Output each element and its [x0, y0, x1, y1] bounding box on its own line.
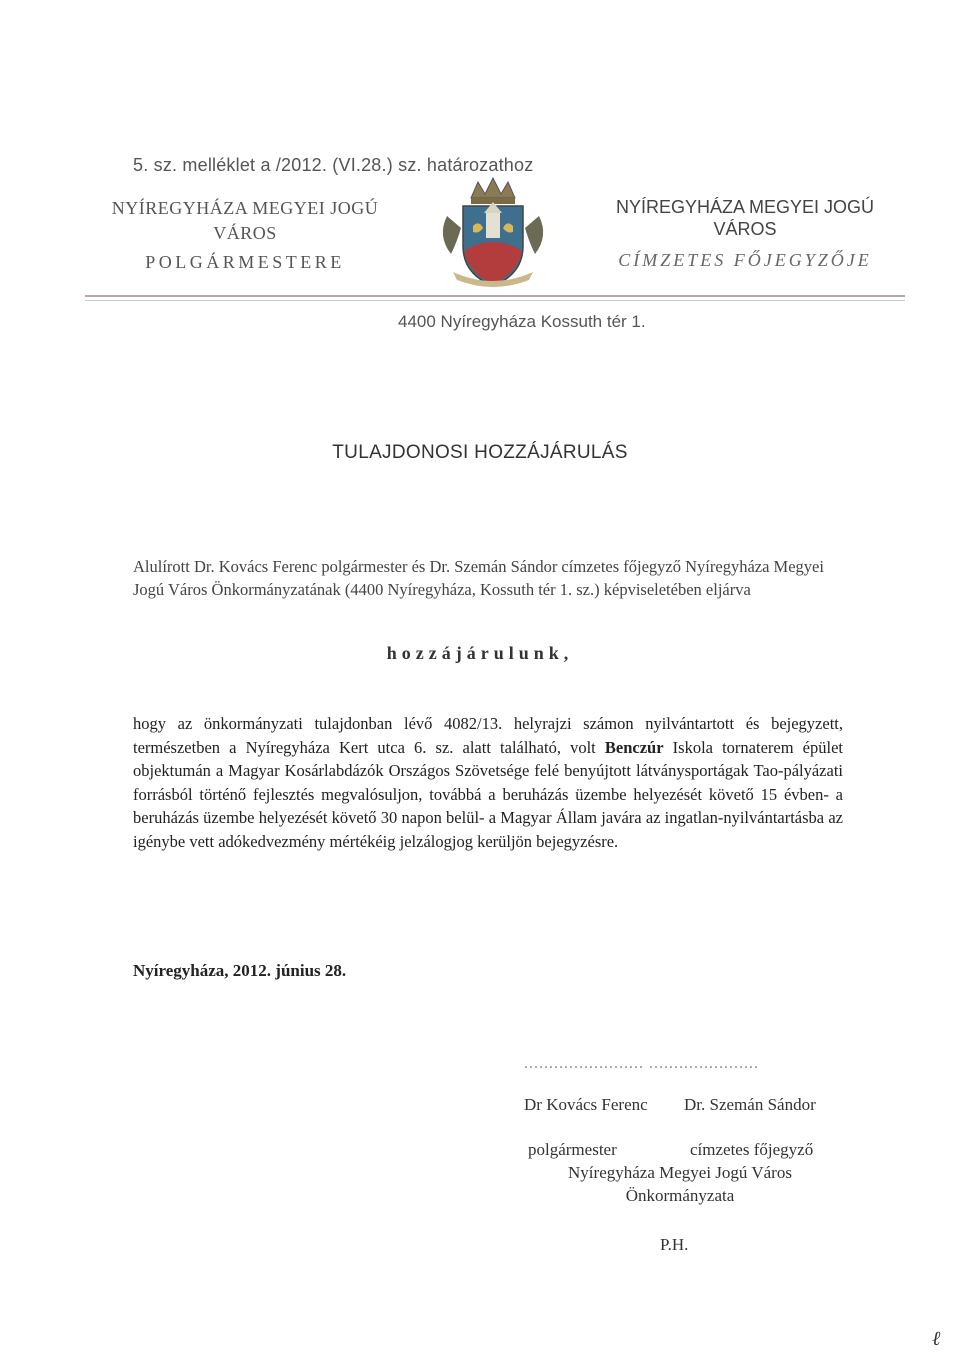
annex-reference: 5. sz. melléklet a /2012. (VI.28.) sz. határozathoz: [133, 155, 534, 175]
header-divider: [85, 295, 905, 297]
body-text-bold: Benczúr: [604, 737, 664, 757]
header-right-block: [580, 196, 910, 271]
signatory-name-2: Dr. Szemán Sándor: [684, 1095, 816, 1114]
body-text-part1: hogy az önkormányzati tulajdonban lévő 4082/13. helyrajzi számon nyilvántartott és bejegyzett, természetben a Nyíregyháza Kert utca 6. sz. alatt található, volt: [133, 714, 843, 757]
header-left-line3: POLGÁRMESTERE: [145, 252, 345, 272]
header-right-line2: VÁROS: [713, 219, 777, 239]
header-left-line1: NYÍREGYHÁZA MEGYEI JOGÚ: [111, 198, 379, 218]
place-date: Nyíregyháza, 2012. június 28.: [133, 961, 347, 980]
document-title: TULAJDONOSI HOZZÁJÁRULÁS: [332, 442, 628, 463]
header-right-line1: NYÍREGYHÁZA MEGYEI JOGÚ: [615, 197, 875, 217]
header-right-line3: CÍMZETES FŐJEGYZŐJE: [618, 250, 872, 270]
signatory-title-2: címzetes főjegyző: [690, 1140, 814, 1159]
city-coat-of-arms-icon: [433, 176, 553, 291]
signatory-title-1: polgármester: [528, 1140, 617, 1159]
signature-line: ........................ ......................: [524, 1055, 759, 1072]
body-paragraph: [133, 712, 843, 853]
signatory-organization-line1: Nyíregyháza Megyei Jogú Város: [568, 1163, 792, 1182]
body-text-part2: Iskola tornaterem épület objektumán a Magyar Kosárlabdázók Országos Szövetsége felé benyújtott látványsportágak Tao-pályázati forrásból történő fejlesztés megvalósuljon, továbbá a beruházás üzembe helyezését követő 15 évben- a beruházás üzembe helyezését követő 30 napon belül- a Magyar Állam javára az ingatlan-nyilvántartásba az igénybe vett adókedvezmény mértékéig jelzálogjog kerüljön bejegyzésre.: [133, 737, 843, 851]
signatory-organization-line2: Önkormányzata: [625, 1186, 735, 1205]
header-left-block: [100, 196, 390, 275]
header-divider-thin: [85, 300, 905, 301]
signatory-name-1: Dr Kovács Ferenc: [524, 1095, 648, 1114]
consent-word: hozzájárulunk,: [386, 643, 574, 663]
header-left-line2: VÁROS: [213, 223, 277, 243]
stamp-placeholder: P.H.: [660, 1235, 689, 1254]
intro-paragraph: Alulírott Dr. Kovács Ferenc polgármester és Dr. Szemán Sándor címzetes főjegyző Nyíregyháza Megyei Jogú Város Önkormányzatának (4400 Nyíregyháza, Kossuth tér 1. sz.) képviseletében eljárva: [133, 557, 824, 599]
handwritten-page-mark: ℓ: [932, 1328, 941, 1350]
address-line: 4400 Nyíregyháza Kossuth tér 1.: [398, 312, 646, 331]
